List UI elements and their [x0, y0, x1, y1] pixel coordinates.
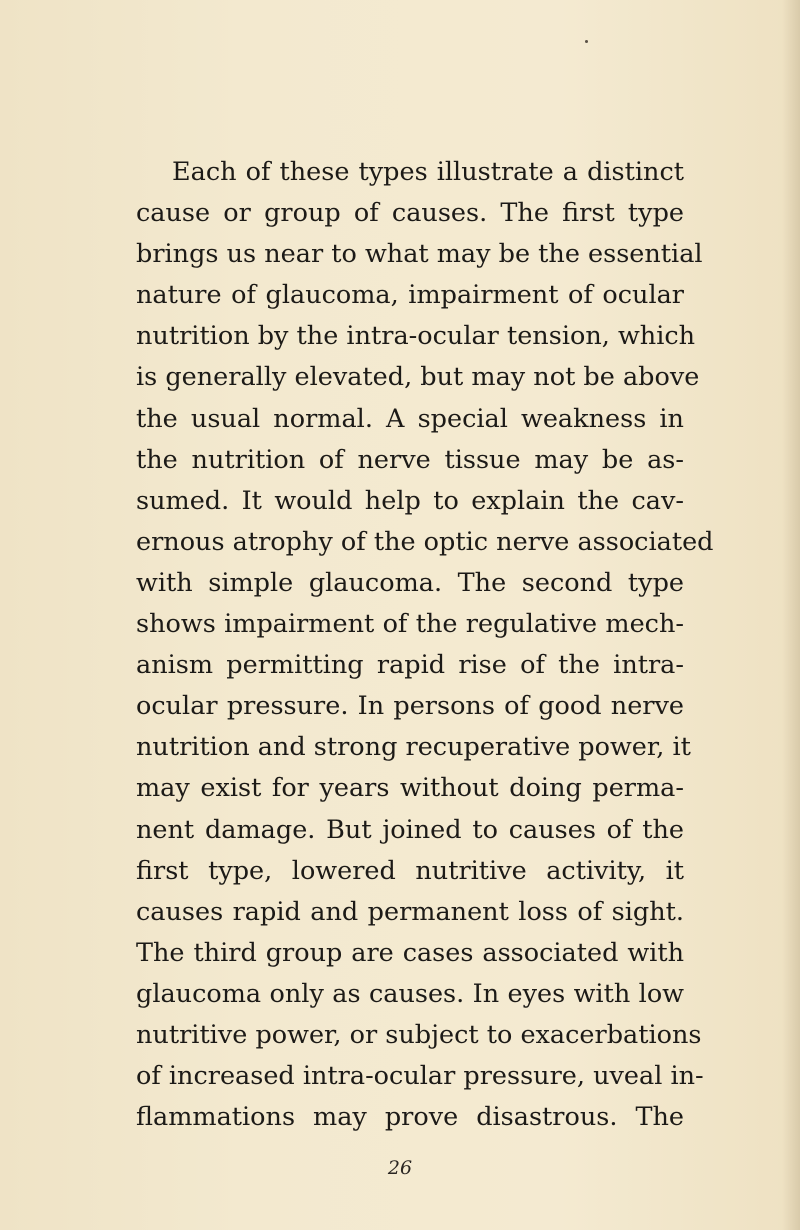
body-paragraph: [136, 152, 714, 1138]
text-line: flammations may prove disastrous. The: [136, 1102, 684, 1133]
page-number: 26: [387, 1157, 413, 1179]
text-line: is generally elevated, but may not be above: [136, 362, 700, 393]
text-line: with simple glaucoma. The second type: [136, 567, 684, 598]
text-line: nature of glaucoma, impairment of ocular: [136, 280, 684, 311]
text-line: the usual normal. A special weakness in: [136, 403, 684, 434]
text-line: of increased intra-ocular pressure, uveal in-: [136, 1061, 704, 1092]
text-line: ocular pressure. In persons of good nerve: [136, 691, 684, 722]
text-line: cause or group of causes. The first type: [136, 198, 684, 229]
paper-speck: [585, 40, 588, 43]
text-line: ernous atrophy of the optic nerve associated: [136, 526, 714, 557]
text-line: The third group are cases associated with: [136, 937, 684, 968]
text-line: nutrition by the intra-ocular tension, which: [136, 321, 696, 352]
text-line: Each of these types illustrate a distinct: [172, 157, 684, 187]
text-line: may exist for years without doing perma-: [136, 773, 684, 804]
text-line: first type, lowered nutritive activity, it: [136, 855, 684, 886]
text-line: nutritive power, or subject to exacerbations: [136, 1019, 702, 1050]
text-line: glaucoma only as causes. In eyes with low: [136, 978, 684, 1009]
text-line: nutrition and strong recuperative power, it: [136, 732, 691, 763]
text-line: shows impairment of the regulative mech-: [136, 609, 684, 640]
text-line: sumed. It would help to explain the cav-: [136, 485, 684, 516]
text-line: anism permitting rapid rise of the intra-: [136, 650, 684, 681]
text-line: the nutrition of nerve tissue may be as-: [136, 444, 684, 475]
text-line: causes rapid and permanent loss of sight.: [136, 896, 684, 927]
text-line: nent damage. But joined to causes of the: [136, 814, 684, 845]
text-line: brings us near to what may be the essential: [136, 239, 703, 270]
